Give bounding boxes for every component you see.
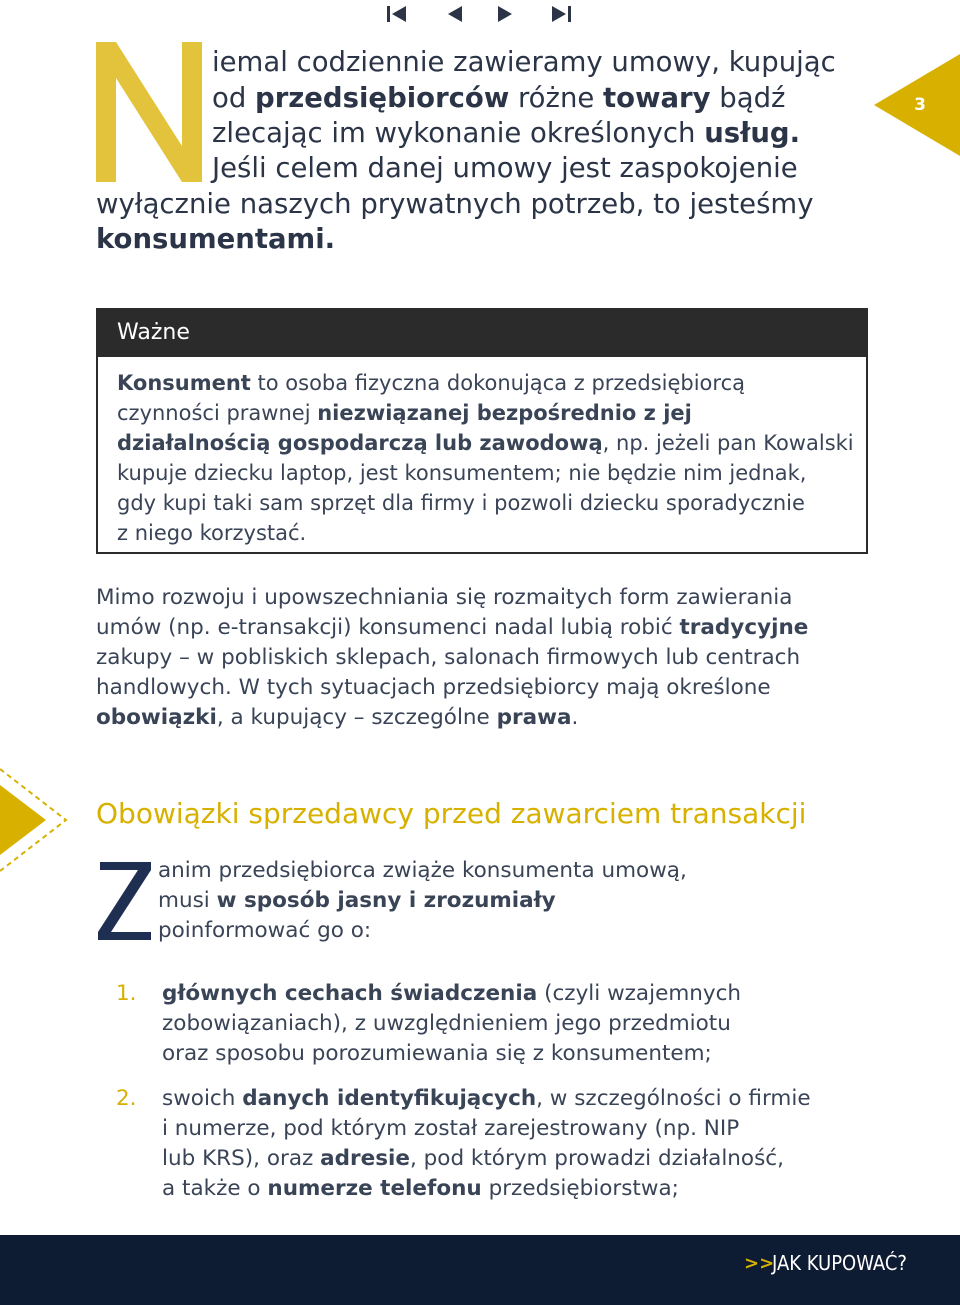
intro-line-4: Jeśli celem danej umowy jest zaspokojenie — [212, 152, 798, 184]
section-intro — [158, 856, 687, 946]
important-box-body — [117, 368, 857, 548]
last-page-button[interactable] — [550, 4, 572, 24]
previous-page-icon — [444, 4, 466, 24]
first-page-icon — [386, 4, 408, 24]
decorative-triangles — [0, 765, 72, 875]
section-title: Obowiązki sprzedawcy przed zawarciem transakcji — [96, 797, 807, 830]
body-paragraph — [96, 583, 856, 733]
important-box-header — [98, 310, 866, 357]
para-line-5: obowiązki, a kupujący – szczególne prawa. — [96, 705, 579, 730]
intro-line-6: konsumentami. — [96, 223, 336, 255]
first-page-button[interactable] — [386, 4, 408, 24]
footer-arrows: >> — [744, 1253, 775, 1274]
para-line-2: umów (np. e-transakcji) konsumenci nadal lubią robić tradycyjne — [96, 615, 809, 640]
intro-line-2: od przedsiębiorców różne towary bądź — [212, 82, 786, 114]
next-page-icon — [494, 4, 516, 24]
para-line-3: zakupy – w pobliskich sklepach, salonach firmowych lub centrach — [96, 645, 801, 670]
important-box-title: Ważne — [117, 320, 190, 345]
box-line-4: kupuje dziecku laptop, jest konsumentem; nie będzie nim jednak, — [117, 461, 807, 485]
next-page-button[interactable] — [494, 4, 516, 24]
footer-bar — [0, 1235, 960, 1305]
important-box — [96, 308, 868, 554]
box-line-3: działalnością gospodarczą lub zawodową, np. jeżeli pan Kowalski — [117, 431, 854, 455]
intro-line-3: zlecając im wykonanie określonych usług. — [212, 117, 801, 149]
intro-line-1: iemal codziennie zawieramy umowy, kupując — [212, 46, 836, 78]
page-navigation — [382, 0, 582, 30]
box-line-1: Konsument to osoba fizyczna dokonująca z przedsiębiorcą — [117, 371, 745, 395]
list-number: 1. — [116, 981, 137, 1006]
previous-page-button[interactable] — [444, 4, 466, 24]
page-number: 3 — [914, 95, 926, 115]
last-page-icon — [550, 4, 572, 24]
para-line-4: handlowych. W tych sytuacjach przedsiębiorcy mają określone — [96, 675, 771, 700]
section-intro-line-2: musi w sposób jasny i zrozumiały — [158, 888, 556, 913]
footer-link[interactable]: JAK KUPOWAĆ? — [772, 1251, 907, 1275]
box-line-6: z niego korzystać. — [117, 521, 307, 545]
box-line-5: gdy kupi taki sam sprzęt dla firmy i pozwoli dziecku sporadycznie — [117, 491, 805, 515]
drop-cap-z — [98, 862, 153, 940]
section-intro-line-3: poinformować go o: — [158, 918, 372, 943]
box-line-2: czynności prawnej niezwiązanej bezpośrednio z jej — [117, 401, 692, 425]
drop-cap-n — [96, 42, 202, 182]
para-line-1: Mimo rozwoju i upowszechniania się rozmaitych form zawierania — [96, 585, 793, 610]
list-number: 2. — [116, 1086, 137, 1111]
intro-line-5: wyłącznie naszych prywatnych potrzeb, to jesteśmy — [96, 188, 814, 220]
section-intro-line-1: anim przedsiębiorca zwiąże konsumenta umową, — [158, 858, 687, 883]
